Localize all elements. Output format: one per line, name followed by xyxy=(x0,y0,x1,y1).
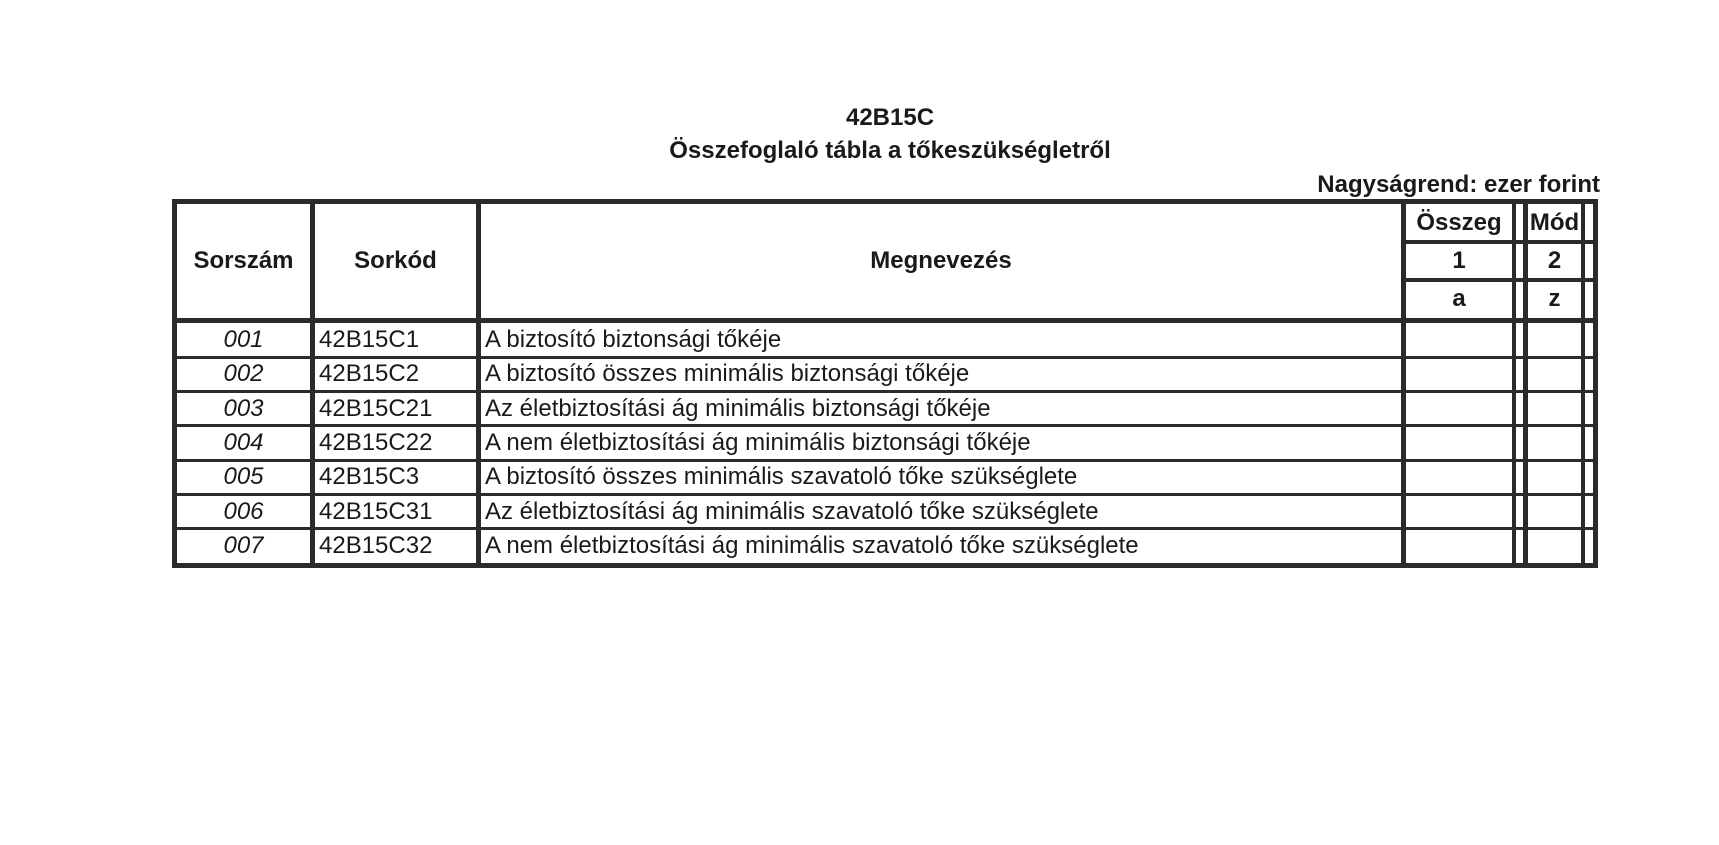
header-sorszam: Sorszám xyxy=(193,247,294,274)
row-code: 42B15C31 xyxy=(319,497,433,525)
header-osszeg: Összeg xyxy=(1416,209,1502,236)
row-name: A biztosító összes minimális biztonsági tőkéje xyxy=(485,360,970,388)
row-name: A nem életbiztosítási ág minimális biztonsági tőkéje xyxy=(485,428,1031,456)
row-divider xyxy=(177,424,1593,427)
mode-cell[interactable] xyxy=(1528,495,1581,529)
row-number: 006 xyxy=(223,497,264,525)
row-code: 42B15C32 xyxy=(319,531,433,559)
row-code: 42B15C2 xyxy=(319,360,420,388)
row-code: 42B15C21 xyxy=(319,394,433,422)
unit-note: Nagyságrend: ezer forint xyxy=(1317,171,1600,198)
header-osszeg-type: a xyxy=(1452,285,1466,312)
row-number: 002 xyxy=(223,360,264,388)
row-number: 005 xyxy=(223,463,264,491)
row-code: 42B15C1 xyxy=(319,326,420,353)
header-osszeg-number: 1 xyxy=(1452,247,1466,274)
header-mod: Mód xyxy=(1529,209,1580,236)
header-divider xyxy=(177,318,1593,323)
mode-cell[interactable] xyxy=(1528,529,1581,563)
amount-cell[interactable] xyxy=(1406,460,1512,494)
form-title-code: 42B15C xyxy=(845,104,935,131)
amount-cell[interactable] xyxy=(1406,426,1512,460)
mode-cell[interactable] xyxy=(1528,426,1581,460)
row-number: 004 xyxy=(223,428,264,456)
row-name: Az életbiztosítási ág minimális biztonsági tőkéje xyxy=(485,394,991,422)
row-name: A biztosító összes minimális szavatoló tőke szükséglete xyxy=(485,463,1078,491)
subheader-divider-2 xyxy=(1406,278,1593,282)
header-sorkod: Sorkód xyxy=(354,247,437,274)
row-name: A biztosító biztonsági tőkéje xyxy=(485,326,782,353)
amount-cell[interactable] xyxy=(1406,392,1512,426)
amount-cell[interactable] xyxy=(1406,495,1512,529)
header-mod-type: z xyxy=(1548,285,1561,312)
mode-cell[interactable] xyxy=(1528,392,1581,426)
row-code: 42B15C22 xyxy=(319,428,433,456)
summary-table xyxy=(172,199,1598,568)
amount-cell[interactable] xyxy=(1406,357,1512,391)
row-divider xyxy=(177,459,1593,462)
mode-cell[interactable] xyxy=(1528,460,1581,494)
row-number: 007 xyxy=(223,531,264,559)
right-inner-edge xyxy=(1581,204,1585,563)
row-divider xyxy=(177,356,1593,359)
row-divider xyxy=(177,390,1593,393)
header-megnevezes: Megnevezés xyxy=(870,247,1012,274)
amount-cell[interactable] xyxy=(1406,529,1512,563)
row-code: 42B15C3 xyxy=(319,463,420,491)
mode-cell[interactable] xyxy=(1528,323,1581,357)
row-divider xyxy=(177,493,1593,496)
osszeg-inner-edge xyxy=(1512,204,1516,563)
mode-cell[interactable] xyxy=(1528,357,1581,391)
row-number: 001 xyxy=(223,326,264,353)
form-title: Összefoglaló tábla a tőkeszükségletről xyxy=(669,137,1111,164)
row-divider xyxy=(177,527,1593,530)
row-number: 003 xyxy=(223,394,264,422)
subheader-divider-1 xyxy=(1406,240,1593,244)
amount-cell[interactable] xyxy=(1406,323,1512,357)
header-mod-number: 2 xyxy=(1547,247,1562,274)
row-name: A nem életbiztosítási ág minimális szavatoló tőke szükséglete xyxy=(485,531,1139,559)
row-name: Az életbiztosítási ág minimális szavatoló tőke szükséglete xyxy=(485,497,1099,525)
